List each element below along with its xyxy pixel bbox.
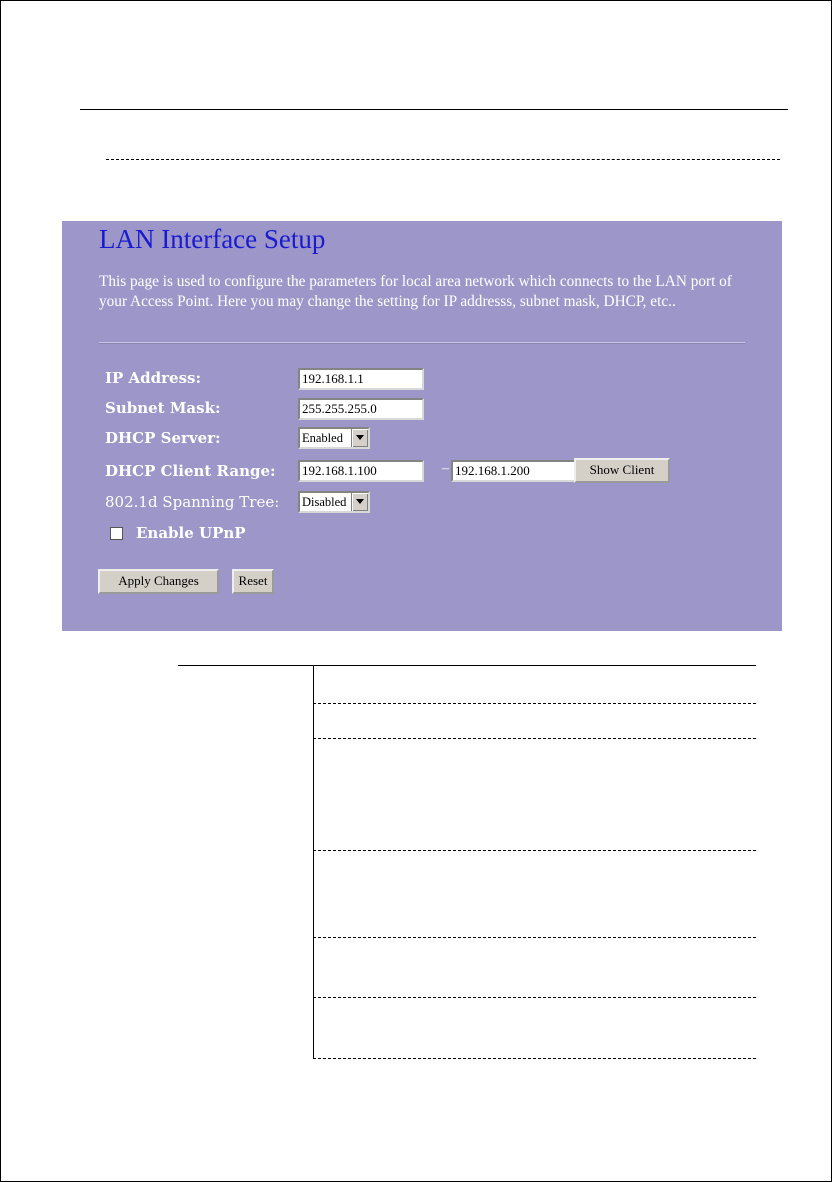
dhcp-range-end-input[interactable] — [451, 460, 577, 482]
chevron-down-icon[interactable] — [351, 429, 368, 447]
table-row-divider — [313, 738, 756, 739]
table-top-rule — [178, 665, 756, 666]
dhcp-client-range-label: DHCP Client Range: — [105, 462, 276, 480]
dhcp-server-select[interactable] — [298, 427, 370, 449]
spanning-tree-selected-value: Disabled — [302, 495, 347, 509]
page-title: LAN Interface Setup — [99, 224, 326, 254]
enable-upnp-label: Enable UPnP — [136, 524, 246, 542]
enable-upnp-checkbox[interactable] — [110, 527, 123, 540]
table-row-divider — [313, 997, 756, 998]
show-client-button[interactable]: Show Client — [574, 458, 670, 483]
subnet-mask-input[interactable] — [298, 398, 424, 420]
panel-divider — [99, 342, 745, 344]
section-dashed-rule — [106, 159, 780, 160]
chevron-down-icon[interactable] — [351, 493, 368, 511]
spanning-tree-select[interactable] — [298, 491, 370, 513]
table-column-divider — [313, 665, 314, 1059]
apply-changes-button[interactable]: Apply Changes — [98, 569, 219, 594]
spanning-tree-label: 802.1d Spanning Tree: — [105, 493, 280, 511]
range-separator: – — [442, 461, 449, 476]
reset-button[interactable]: Reset — [232, 569, 274, 594]
dhcp-server-selected-value: Enabled — [302, 431, 343, 445]
page-description: This page is used to configure the parameters for local area network which connects to the LAN port of your Access Point. Here you may change the setting for IP addresss, subnet mask, DHCP, etc.. — [99, 273, 732, 310]
table-row-divider — [313, 850, 756, 851]
table-row-divider — [313, 1058, 756, 1059]
dhcp-server-label: DHCP Server: — [105, 429, 221, 447]
ip-address-label: IP Address: — [105, 369, 202, 387]
header-rule — [80, 109, 788, 110]
lan-setup-panel — [62, 221, 782, 631]
subnet-mask-label: Subnet Mask: — [105, 399, 221, 417]
ip-address-input[interactable] — [298, 368, 424, 390]
dhcp-range-start-input[interactable] — [298, 460, 424, 482]
table-row-divider — [313, 703, 756, 704]
table-row-divider — [313, 937, 756, 938]
